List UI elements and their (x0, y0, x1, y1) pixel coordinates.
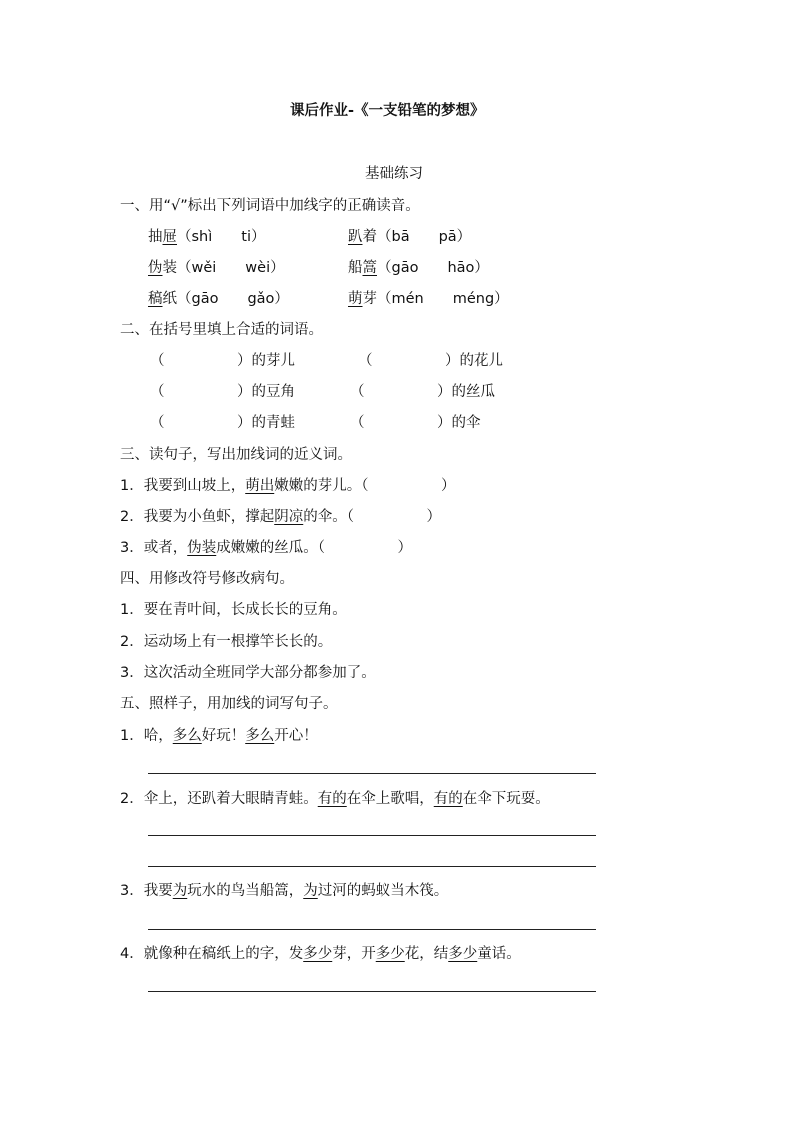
q1-heading: 一、用“√”标出下列词语中加线字的正确读音。 (120, 198, 420, 214)
q1-item: 趴着（bā pā） (348, 229, 472, 245)
q5-sentence: 4．就像种在稿纸上的字，发多少芽，开多少花，结多少童话。 (120, 946, 521, 962)
q2-heading: 二、在括号里填上合适的词语。 (120, 322, 323, 338)
q4-item: 1．要在青叶间，长成长长的豆角。 (120, 602, 347, 618)
q2-item: （ ）的青蛙 (150, 415, 295, 431)
q5-sentence: 2．伞上，还趴着大眼睛青蛙。有的在伞上歌唱，有的在伞下玩耍。 (120, 791, 550, 807)
section-title: 基础练习 (365, 166, 423, 182)
q5-sentence: 1．哈，多么好玩！多么开心！ (120, 728, 318, 744)
q4-item: 2．运动场上有一根撑竿长长的。 (120, 634, 333, 650)
q1-item: 萌芽（mén méng） (348, 291, 509, 307)
q1-item: 船篙（gāo hāo） (348, 260, 489, 276)
q2-item: （ ）的伞 (350, 415, 481, 431)
q3-heading: 三、读句子，写出加线词的近义词。 (120, 447, 352, 463)
q5-sentence: 3．我要为玩水的鸟当船篙，为过河的蚂蚁当木筏。 (120, 883, 449, 899)
answer-line[interactable] (148, 835, 596, 836)
q1-item: 伪装（wěi wèi） (148, 260, 285, 276)
q2-item: （ ）的花儿 (358, 353, 503, 369)
answer-line[interactable] (148, 929, 596, 930)
answer-line[interactable] (148, 991, 596, 992)
answer-line[interactable] (148, 773, 596, 774)
answer-line[interactable] (148, 866, 596, 867)
q2-item: （ ）的芽儿 (150, 353, 295, 369)
q1-item: 抽屉（shì ti） (148, 229, 266, 245)
q4-item: 3．这次活动全班同学大部分都参加了。 (120, 665, 376, 681)
q3-sentence: 3．或者，伪装成嫩嫩的丝瓜。（ ） (120, 540, 412, 556)
q2-item: （ ）的丝瓜 (350, 384, 495, 400)
q4-heading: 四、用修改符号修改病句。 (120, 571, 294, 587)
q1-item: 稿纸（gāo gǎo） (148, 291, 289, 307)
page-title: 课后作业-《一支铅笔的梦想》 (290, 103, 485, 119)
q2-item: （ ）的豆角 (150, 384, 295, 400)
q3-sentence: 1．我要到山坡上，萌出嫩嫩的芽儿。（ ） (120, 478, 456, 494)
q3-sentence: 2．我要为小鱼虾，撑起阴凉的伞。（ ） (120, 509, 441, 525)
q5-heading: 五、照样子，用加线的词写句子。 (120, 696, 338, 712)
